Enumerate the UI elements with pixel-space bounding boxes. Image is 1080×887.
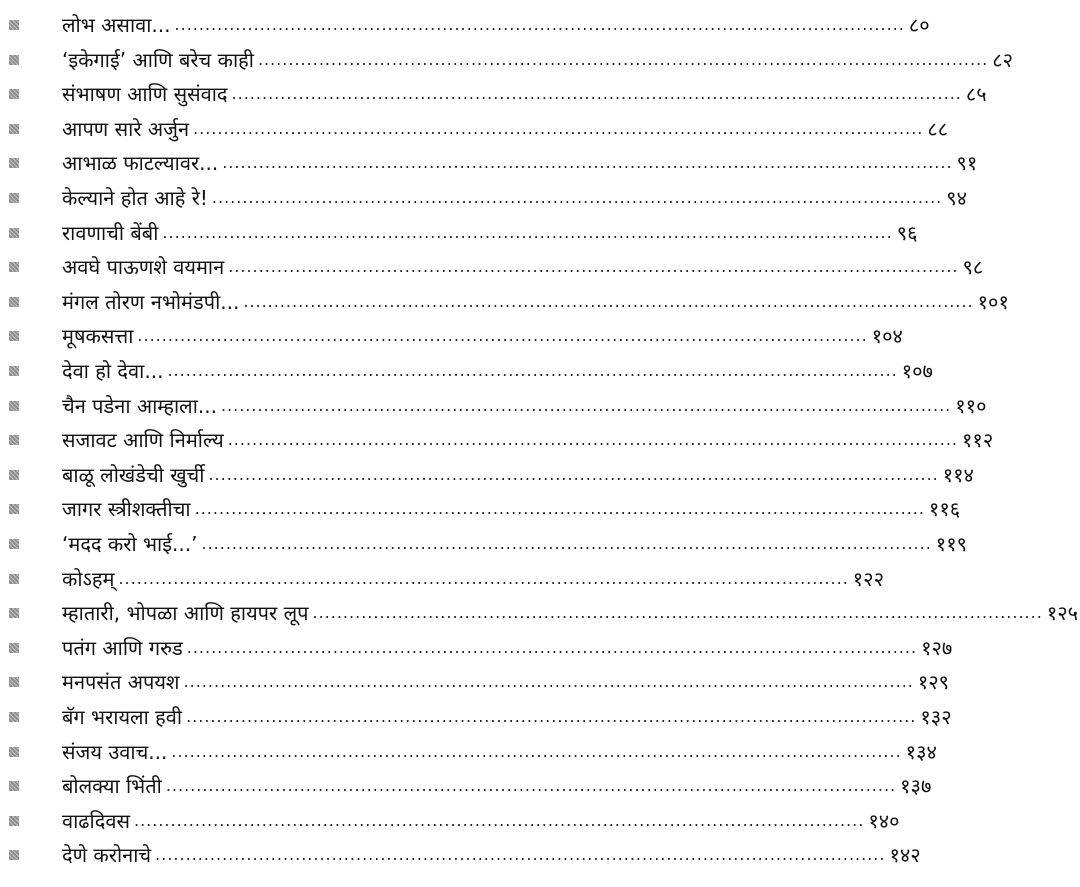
entry-title: ‘इकेगाई’ आणि बरेच काही	[62, 47, 254, 72]
toc-entry	[62, 285, 1009, 319]
toc-entry	[62, 216, 918, 250]
toc-row	[0, 181, 968, 215]
toc-row	[0, 804, 900, 838]
dot-leader: ........................................................................................................................	[165, 776, 897, 796]
toc-row	[0, 250, 984, 284]
square-bullet-icon	[9, 608, 19, 618]
entry-page-number: ८५	[965, 82, 987, 107]
entry-page-number: १३४	[905, 739, 937, 764]
square-bullet-icon	[9, 470, 19, 480]
square-bullet-icon	[9, 643, 19, 653]
entry-page-number: ११४	[942, 462, 974, 487]
toc-row	[0, 562, 884, 596]
square-bullet-icon	[9, 539, 19, 549]
entry-title: रावणाची बेंबी	[62, 220, 159, 245]
square-bullet-icon	[9, 55, 19, 65]
square-bullet-icon	[9, 124, 19, 134]
dot-leader: ........................................................................................................................	[231, 84, 962, 104]
toc-entry	[62, 181, 968, 215]
entry-page-number: ११२	[962, 428, 994, 453]
dot-leader: ........................................................................................................................	[137, 326, 868, 346]
dot-leader: ........................................................................................................................	[194, 499, 925, 519]
dot-leader: ........................................................................................................................	[167, 361, 898, 380]
entry-page-number: १०१	[977, 289, 1009, 314]
toc-entry	[62, 838, 921, 872]
square-bullet-icon	[9, 747, 19, 757]
entry-page-number: ९८	[962, 255, 984, 280]
toc-entry	[62, 562, 884, 596]
dot-leader: ........................................................................................................................	[155, 845, 886, 865]
dot-leader: ........................................................................................................................	[220, 395, 952, 415]
square-bullet-icon	[9, 331, 19, 341]
entry-title: लोभ असावा...	[62, 13, 171, 37]
toc-entry	[62, 8, 930, 42]
toc-entry	[62, 354, 933, 388]
toc-row	[0, 527, 967, 561]
dot-leader: ........................................................................................................................	[201, 534, 932, 553]
toc-entry	[62, 735, 937, 769]
entry-title: केल्याने होत आहे रे!	[62, 186, 208, 210]
toc-row	[0, 423, 994, 457]
toc-row	[0, 112, 949, 146]
entry-title: मंगल तोरण नभोमंडपी...	[62, 289, 240, 314]
entry-page-number: १४०	[868, 808, 900, 833]
square-bullet-icon	[9, 781, 19, 791]
dot-leader: ........................................................................................................................	[118, 568, 849, 588]
dot-leader: ........................................................................................................................	[312, 603, 1043, 623]
dot-leader: ........................................................................................................................	[222, 153, 953, 173]
entry-page-number: ११६	[928, 497, 961, 522]
toc-row	[0, 8, 930, 42]
toc-entry	[62, 527, 967, 561]
dot-leader: ........................................................................................................................	[257, 49, 989, 69]
entry-title: बोलक्या भिंती	[62, 774, 162, 799]
toc-entry	[62, 43, 1014, 77]
entry-title: बाळू लोखंडेची खुर्ची	[62, 462, 205, 487]
toc-row	[0, 216, 918, 250]
entry-page-number: १२५	[1046, 601, 1079, 626]
entry-page-number: १०४	[871, 324, 903, 349]
toc-row	[0, 631, 953, 665]
entry-page-number: १३२	[920, 705, 952, 729]
toc-entry	[62, 458, 974, 492]
square-bullet-icon	[9, 262, 19, 272]
square-bullet-icon	[9, 193, 19, 203]
entry-title: आभाळ फाटल्यावर...	[62, 151, 219, 176]
dot-leader: ........................................................................................................................	[186, 707, 917, 726]
entry-title: बॅग भरायला हवी	[62, 705, 183, 729]
entry-page-number: ९४	[946, 186, 968, 210]
entry-title: सजावट आणि निर्माल्य	[62, 428, 224, 453]
entry-title: चैन पडेना आम्हाला...	[62, 393, 217, 418]
entry-title: मनपसंत अपयश	[62, 670, 180, 695]
entry-page-number: १४२	[889, 843, 921, 868]
entry-title: संभाषण आणि सुसंवाद	[62, 82, 228, 107]
square-bullet-icon	[9, 158, 19, 168]
entry-page-number: १३७	[900, 774, 932, 799]
entry-page-number: १२७	[921, 635, 953, 660]
toc-entry	[62, 665, 950, 699]
toc-entry	[62, 77, 987, 111]
entry-page-number: ९६	[896, 220, 918, 245]
toc-row	[0, 77, 987, 111]
dot-leader: ........................................................................................................................	[228, 257, 959, 277]
entry-title: संजय उवाच...	[62, 739, 168, 764]
dot-leader: ........................................................................................................................	[174, 15, 905, 34]
toc-row	[0, 492, 961, 526]
toc-row	[0, 146, 978, 180]
entry-title: देवा हो देवा...	[62, 359, 164, 383]
square-bullet-icon	[9, 20, 19, 30]
toc-row	[0, 665, 950, 699]
toc-entry	[62, 596, 1079, 630]
entry-page-number: १०७	[901, 359, 933, 383]
entry-page-number: ९१	[956, 151, 978, 176]
toc-entry	[62, 146, 978, 180]
dot-leader: ........................................................................................................................	[208, 464, 939, 484]
entry-title: पतंग आणि गरुड	[62, 635, 183, 660]
entry-page-number: ८२	[992, 47, 1014, 72]
toc-entry	[62, 769, 932, 803]
toc-row	[0, 285, 1009, 319]
dot-leader: ........................................................................................................................	[186, 637, 918, 657]
toc-entry	[62, 389, 987, 423]
square-bullet-icon	[9, 401, 19, 411]
entry-page-number: ११०	[955, 393, 987, 418]
toc-row	[0, 769, 932, 803]
entry-page-number: १२९	[917, 670, 950, 695]
toc-entry	[62, 319, 903, 353]
toc-entry	[62, 700, 952, 734]
toc-entry	[62, 250, 984, 284]
entry-title: ‘मदद करो भाई...’	[62, 532, 198, 556]
toc-entry	[62, 492, 961, 526]
dot-leader: ........................................................................................................................	[211, 188, 943, 207]
toc-row	[0, 735, 937, 769]
dot-leader: ........................................................................................................................	[193, 118, 924, 138]
dot-leader: ........................................................................................................................	[183, 672, 914, 692]
entry-title: अवघे पाऊणशे वयमान	[62, 255, 225, 280]
entry-title: देणे करोनाचे	[62, 843, 152, 868]
square-bullet-icon	[9, 574, 19, 584]
toc-row	[0, 43, 1014, 77]
entry-title: मूषकसत्ता	[62, 324, 134, 349]
square-bullet-icon	[9, 228, 19, 238]
square-bullet-icon	[9, 297, 19, 307]
dot-leader: ........................................................................................................................	[227, 430, 959, 450]
entry-title: जागर स्त्रीशक्तीचा	[62, 497, 191, 522]
square-bullet-icon	[9, 504, 19, 514]
square-bullet-icon	[9, 89, 19, 99]
square-bullet-icon	[9, 677, 19, 687]
entry-title: आपण सारे अर्जुन	[62, 116, 190, 141]
dot-leader: ........................................................................................................................	[171, 741, 902, 761]
square-bullet-icon	[9, 366, 19, 376]
entry-page-number: ११९	[935, 532, 967, 556]
toc-row	[0, 389, 987, 423]
toc-row	[0, 319, 903, 353]
toc-entry	[62, 112, 949, 146]
toc-row	[0, 838, 921, 872]
entry-title: म्हातारी, भोपळा आणि हायपर लूप	[62, 601, 309, 626]
entry-title: वाढदिवस	[62, 808, 130, 833]
dot-leader: ........................................................................................................................	[243, 291, 974, 311]
toc-entry	[62, 804, 900, 838]
entry-page-number: १२२	[852, 566, 884, 591]
toc-entry	[62, 631, 953, 665]
square-bullet-icon	[9, 816, 19, 826]
entry-page-number: ८८	[927, 116, 949, 141]
dot-leader: ........................................................................................................................	[134, 810, 865, 830]
toc-row	[0, 700, 952, 734]
toc-row	[0, 354, 933, 388]
toc-row	[0, 458, 974, 492]
entry-title: कोऽहम्	[62, 566, 115, 591]
dot-leader: ........................................................................................................................	[162, 222, 893, 242]
square-bullet-icon	[9, 712, 19, 722]
entry-page-number: ८०	[908, 13, 930, 37]
toc-entry	[62, 423, 994, 457]
toc-row	[0, 596, 1079, 630]
square-bullet-icon	[9, 435, 19, 445]
square-bullet-icon	[9, 850, 19, 860]
